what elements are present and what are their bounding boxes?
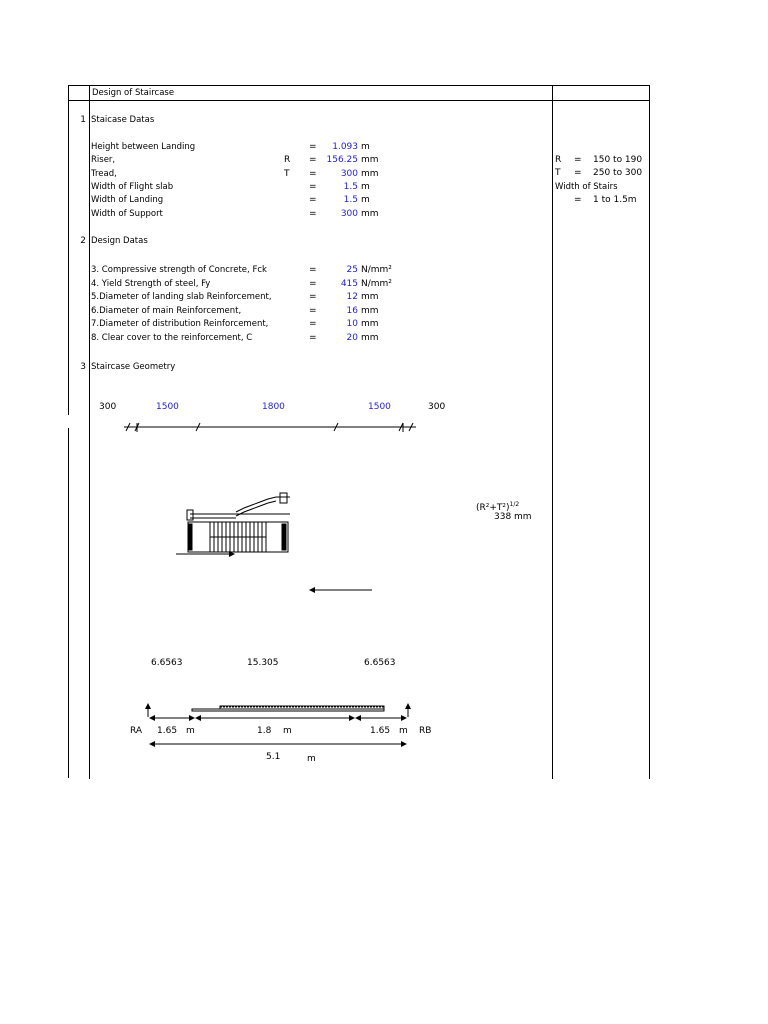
- load-flight: 15.305: [247, 658, 279, 668]
- stair-row-unit: m: [361, 181, 370, 192]
- t-range: 250 to 300: [593, 168, 643, 178]
- hypotenuse-exponent: 1/2: [509, 501, 520, 508]
- section-1-title: Staicase Datas: [91, 115, 155, 125]
- design-row-value: 12: [346, 292, 358, 302]
- design-row-value: 20: [346, 332, 358, 343]
- design-row-label: 8. Clear cover to the reinforcement, C: [91, 332, 253, 343]
- stair-row-label: Width of Support: [91, 208, 163, 219]
- dimension-line: [124, 423, 416, 432]
- stair-row-label: Tread,: [91, 168, 117, 179]
- design-row-equals: =: [309, 278, 317, 289]
- design-row-unit: mm: [361, 292, 379, 302]
- dim-landing-left: 1500: [156, 402, 179, 412]
- stair-row-equals: =: [309, 208, 317, 219]
- design-row-label: 5.Diameter of landing slab Reinforcement,: [91, 292, 272, 302]
- dim-flight: 1800: [262, 402, 285, 412]
- design-row-equals: =: [309, 332, 317, 343]
- design-row-unit: N/mm²: [361, 278, 392, 289]
- design-row-value: 415: [340, 278, 358, 289]
- stair-row-unit: mm: [361, 168, 379, 179]
- width-of-stairs-label: Width of Stairs: [555, 182, 618, 192]
- design-row-value: 25: [346, 265, 358, 275]
- stair-row-symbol: T: [284, 168, 290, 179]
- stair-row-value: 300: [340, 208, 358, 219]
- stair-row-equals: =: [309, 168, 317, 179]
- load-diagram: [148, 704, 408, 744]
- dim-landing-right: 1500: [368, 402, 391, 412]
- stair-row-equals: =: [309, 142, 317, 152]
- r-symbol: R: [555, 155, 562, 165]
- design-row-equals: =: [309, 292, 317, 302]
- reaction-a-label: RA: [130, 726, 143, 736]
- hypotenuse-value: 338 mm: [494, 512, 532, 522]
- stair-row-symbol: R: [284, 155, 291, 166]
- design-row-unit: mm: [361, 319, 379, 329]
- staircase-sketch: [176, 493, 290, 554]
- stair-row-value: 156.25: [326, 155, 358, 166]
- design-row-label: 6.Diameter of main Reinforcement,: [91, 305, 242, 316]
- stair-row-unit: m: [361, 142, 370, 152]
- span-left-unit: m: [186, 726, 195, 736]
- design-row-value: 16: [346, 305, 358, 316]
- stair-row-equals: =: [309, 155, 317, 166]
- stair-row-value: 1.093: [332, 142, 358, 152]
- t-equals: =: [574, 168, 582, 178]
- section-3-number: 3: [80, 362, 86, 372]
- section-2-title: Design Datas: [91, 236, 148, 246]
- design-row-equals: =: [309, 265, 317, 275]
- design-row-label: 4. Yield Strength of steel, Fy: [91, 278, 211, 289]
- page-title: Design of Staircase: [92, 88, 175, 98]
- span-right-value: 1.65: [370, 726, 391, 736]
- design-row-equals: =: [309, 319, 317, 329]
- stair-row-value: 300: [340, 168, 358, 179]
- stair-row-label: Height between Landing: [91, 142, 196, 152]
- stair-row-equals: =: [309, 195, 317, 206]
- total-span-value: 5.1: [266, 752, 281, 762]
- stair-row-label: Width of Landing: [91, 195, 164, 206]
- design-row-unit: N/mm²: [361, 265, 392, 275]
- section-3-title: Staircase Geometry: [91, 362, 176, 372]
- span-left-value: 1.65: [157, 726, 178, 736]
- stair-row-label: Width of Flight slab: [91, 181, 174, 192]
- reaction-b-label: RB: [419, 726, 432, 736]
- stair-row-value: 1.5: [343, 181, 358, 192]
- section-2-number: 2: [80, 236, 86, 246]
- w-range: 1 to 1.5m: [593, 195, 637, 205]
- design-row-label: 3. Compressive strength of Concrete, Fck: [91, 265, 267, 275]
- section-1-number: 1: [80, 115, 86, 125]
- t-symbol: T: [555, 168, 561, 178]
- span-right-unit: m: [399, 726, 408, 736]
- span-mid-unit: m: [283, 726, 292, 736]
- stair-row-value: 1.5: [343, 195, 358, 206]
- span-mid-value: 1.8: [257, 726, 272, 736]
- design-row-label: 7.Diameter of distribution Reinforcement,: [91, 319, 269, 329]
- stair-row-equals: =: [309, 181, 317, 192]
- stair-row-label: Riser,: [91, 155, 116, 166]
- dim-support-left: 300: [99, 402, 117, 412]
- design-row-unit: mm: [361, 332, 379, 343]
- total-span-unit: m: [307, 754, 316, 764]
- design-row-equals: =: [309, 305, 317, 316]
- design-row-value: 10: [346, 319, 358, 329]
- design-row-unit: mm: [361, 305, 379, 316]
- r-equals: =: [574, 155, 582, 165]
- load-left-landing: 6.6563: [151, 658, 183, 668]
- stair-row-unit: mm: [361, 155, 379, 166]
- r-range: 150 to 190: [593, 155, 643, 165]
- stair-row-unit: mm: [361, 208, 379, 219]
- load-right-landing: 6.6563: [364, 658, 396, 668]
- stair-row-unit: m: [361, 195, 370, 206]
- dim-support-right: 300: [428, 402, 446, 412]
- w-equals: =: [574, 195, 582, 205]
- hypotenuse-label: (R²+T²): [476, 503, 510, 513]
